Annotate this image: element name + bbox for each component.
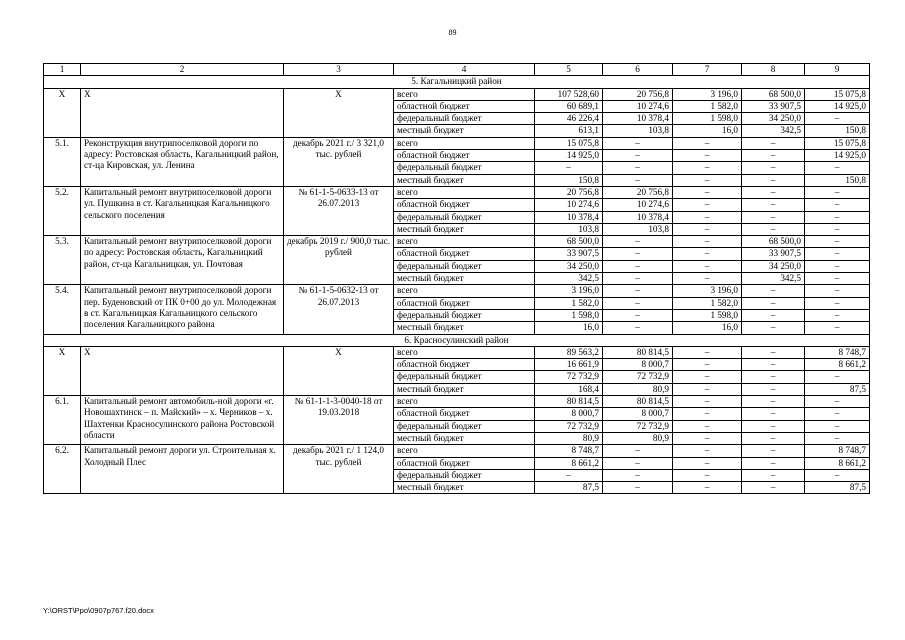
amount-cell: 72 732,9 xyxy=(535,420,603,432)
table-row xyxy=(44,88,870,100)
item-document: № 61-1-5-0633-13 от 26.07.2013 xyxy=(284,186,394,235)
amount-cell: – xyxy=(742,432,805,444)
amount-cell: – xyxy=(805,371,870,383)
budget-source: областной бюджет xyxy=(394,297,535,309)
page-number: 89 xyxy=(448,28,457,37)
item-description: Х xyxy=(81,346,284,395)
budget-source: областной бюджет xyxy=(394,199,535,211)
budget-table xyxy=(43,63,870,494)
amount-cell: 10 378,4 xyxy=(603,211,673,223)
table-row xyxy=(44,445,870,457)
amount-cell: – xyxy=(673,273,742,285)
budget-source: всего xyxy=(394,137,535,149)
item-document: декабрь 2019 г./ 900,0 тыс. рублей xyxy=(284,236,394,285)
amount-cell: 15 075,8 xyxy=(535,137,603,149)
amount-cell: 68 500,0 xyxy=(742,236,805,248)
amount-cell: – xyxy=(673,236,742,248)
amount-cell: – xyxy=(603,309,673,321)
item-number: 5.4. xyxy=(44,285,81,334)
amount-cell: 107 528,60 xyxy=(535,88,603,100)
amount-cell: – xyxy=(603,248,673,260)
amount-cell: – xyxy=(742,469,805,481)
amount-cell: – xyxy=(742,322,805,334)
amount-cell: – xyxy=(673,359,742,371)
column-header: 4 xyxy=(394,64,535,76)
item-description: Капитальный ремонт внутрипоселковой дороги по адресу: Ростовская область, Кагальницкий район, ст-ца Кагальницкая, ул. Почтовая xyxy=(81,236,284,285)
amount-cell: 10 378,4 xyxy=(603,113,673,125)
amount-cell: – xyxy=(603,457,673,469)
item-number: 5.1. xyxy=(44,137,81,186)
amount-cell: 80 814,5 xyxy=(603,396,673,408)
amount-cell: – xyxy=(805,396,870,408)
column-header: 9 xyxy=(805,64,870,76)
budget-source: всего xyxy=(394,285,535,297)
amount-cell: 1 598,0 xyxy=(673,309,742,321)
amount-cell: – xyxy=(673,346,742,358)
item-number: Х xyxy=(44,346,81,395)
amount-cell: – xyxy=(805,162,870,174)
amount-cell: – xyxy=(805,199,870,211)
budget-source: федеральный бюджет xyxy=(394,260,535,272)
amount-cell: 20 756,8 xyxy=(603,88,673,100)
amount-cell: – xyxy=(805,186,870,198)
amount-cell: – xyxy=(673,469,742,481)
amount-cell: – xyxy=(742,457,805,469)
amount-cell: – xyxy=(603,162,673,174)
budget-source: областной бюджет xyxy=(394,359,535,371)
amount-cell: – xyxy=(742,346,805,358)
amount-cell: – xyxy=(805,285,870,297)
amount-cell: – xyxy=(673,174,742,186)
amount-cell: 103,8 xyxy=(603,223,673,235)
amount-cell: 8 661,2 xyxy=(805,457,870,469)
amount-cell: 3 196,0 xyxy=(673,285,742,297)
amount-cell: 72 732,9 xyxy=(603,371,673,383)
budget-source: местный бюджет xyxy=(394,125,535,137)
item-document: декабрь 2021 г./ 3 321,0 тыс. рублей xyxy=(284,137,394,186)
column-header: 7 xyxy=(673,64,742,76)
amount-cell: 14 925,0 xyxy=(535,150,603,162)
amount-cell: – xyxy=(805,408,870,420)
amount-cell: – xyxy=(603,285,673,297)
amount-cell: – xyxy=(742,186,805,198)
amount-cell: 80,9 xyxy=(603,432,673,444)
table-row xyxy=(44,396,870,408)
amount-cell: 342,5 xyxy=(742,273,805,285)
amount-cell: 87,5 xyxy=(805,482,870,494)
budget-source: всего xyxy=(394,88,535,100)
amount-cell: – xyxy=(805,273,870,285)
amount-cell: – xyxy=(742,199,805,211)
amount-cell: 10 274,6 xyxy=(535,199,603,211)
item-number: Х xyxy=(44,88,81,137)
item-document: Х xyxy=(284,346,394,395)
budget-source: местный бюджет xyxy=(394,322,535,334)
amount-cell: – xyxy=(805,297,870,309)
budget-source: всего xyxy=(394,186,535,198)
file-path-footer: Y:\ORST\Ppo\0907p767.f20.docx xyxy=(43,606,154,615)
amount-cell: 1 598,0 xyxy=(673,113,742,125)
budget-source: всего xyxy=(394,346,535,358)
amount-cell: 34 250,0 xyxy=(742,113,805,125)
amount-cell: – xyxy=(805,248,870,260)
amount-cell: – xyxy=(742,285,805,297)
amount-cell: 8 661,2 xyxy=(535,457,603,469)
table-row xyxy=(44,236,870,248)
amount-cell: – xyxy=(742,211,805,223)
amount-cell: 150,8 xyxy=(535,174,603,186)
amount-cell: – xyxy=(805,432,870,444)
amount-cell: – xyxy=(603,273,673,285)
budget-source: местный бюджет xyxy=(394,174,535,186)
budget-source: всего xyxy=(394,236,535,248)
column-header: 8 xyxy=(742,64,805,76)
budget-source: местный бюджет xyxy=(394,432,535,444)
amount-cell: 16,0 xyxy=(673,322,742,334)
item-number: 6.2. xyxy=(44,445,81,494)
amount-cell: – xyxy=(742,396,805,408)
amount-cell: 1 582,0 xyxy=(673,297,742,309)
amount-cell: 15 075,8 xyxy=(805,88,870,100)
amount-cell: – xyxy=(603,260,673,272)
amount-cell: 87,5 xyxy=(535,482,603,494)
amount-cell: – xyxy=(673,457,742,469)
item-document: Х xyxy=(284,88,394,137)
budget-source: местный бюджет xyxy=(394,273,535,285)
amount-cell: 3 196,0 xyxy=(673,88,742,100)
amount-cell: – xyxy=(603,445,673,457)
amount-cell: 103,8 xyxy=(603,125,673,137)
budget-source: федеральный бюджет xyxy=(394,309,535,321)
item-document: № 61-1-5-0632-13 от 26.07.2013 xyxy=(284,285,394,334)
amount-cell: – xyxy=(535,469,603,481)
budget-source: федеральный бюджет xyxy=(394,469,535,481)
budget-source: областной бюджет xyxy=(394,150,535,162)
amount-cell: 60 689,1 xyxy=(535,100,603,112)
amount-cell: – xyxy=(603,297,673,309)
budget-source: местный бюджет xyxy=(394,223,535,235)
amount-cell: – xyxy=(805,260,870,272)
table-row xyxy=(44,186,870,198)
budget-source: областной бюджет xyxy=(394,100,535,112)
amount-cell: – xyxy=(742,445,805,457)
amount-cell: 16 661,9 xyxy=(535,359,603,371)
amount-cell: – xyxy=(673,396,742,408)
section-title: 5. Кагальницкий район xyxy=(44,76,870,88)
amount-cell: – xyxy=(742,371,805,383)
amount-cell: 10 274,6 xyxy=(603,199,673,211)
amount-cell: – xyxy=(535,162,603,174)
amount-cell: 10 274,6 xyxy=(603,100,673,112)
amount-cell: 46 226,4 xyxy=(535,113,603,125)
amount-cell: – xyxy=(603,322,673,334)
budget-source: областной бюджет xyxy=(394,457,535,469)
amount-cell: – xyxy=(805,113,870,125)
budget-source: федеральный бюджет xyxy=(394,420,535,432)
amount-cell: 16,0 xyxy=(673,125,742,137)
item-description: Капитальный ремонт внутрипоселковой дороги пер. Буденовский от ПК 0+00 до ул. Молодежная в ст. Кагальницкая Кагальницкого сельского поселения Кагальницкого района xyxy=(81,285,284,334)
amount-cell: – xyxy=(673,199,742,211)
amount-cell: – xyxy=(673,223,742,235)
amount-cell: 8 748,7 xyxy=(535,445,603,457)
amount-cell: – xyxy=(673,137,742,149)
amount-cell: 10 378,4 xyxy=(535,211,603,223)
amount-cell: 80 814,5 xyxy=(603,346,673,358)
amount-cell: 20 756,8 xyxy=(535,186,603,198)
table-header-row xyxy=(44,64,870,76)
amount-cell: – xyxy=(742,297,805,309)
amount-cell: 34 250,0 xyxy=(742,260,805,272)
column-header: 5 xyxy=(535,64,603,76)
amount-cell: 613,1 xyxy=(535,125,603,137)
amount-cell: – xyxy=(673,383,742,395)
amount-cell: 80 814,5 xyxy=(535,396,603,408)
amount-cell: 150,8 xyxy=(805,125,870,137)
amount-cell: – xyxy=(673,162,742,174)
amount-cell: 72 732,9 xyxy=(535,371,603,383)
amount-cell: – xyxy=(603,469,673,481)
column-header: 2 xyxy=(81,64,284,76)
amount-cell: 8 000,7 xyxy=(603,408,673,420)
budget-source: федеральный бюджет xyxy=(394,211,535,223)
amount-cell: – xyxy=(603,174,673,186)
amount-cell: – xyxy=(742,309,805,321)
table-row xyxy=(44,346,870,358)
item-description: Х xyxy=(81,88,284,137)
column-header: 1 xyxy=(44,64,81,76)
budget-source: всего xyxy=(394,396,535,408)
amount-cell: 34 250,0 xyxy=(535,260,603,272)
amount-cell: – xyxy=(742,408,805,420)
budget-source: федеральный бюджет xyxy=(394,162,535,174)
amount-cell: 14 925,0 xyxy=(805,100,870,112)
amount-cell: – xyxy=(603,236,673,248)
amount-cell: 150,8 xyxy=(805,174,870,186)
section-title-row xyxy=(44,334,870,346)
amount-cell: – xyxy=(673,445,742,457)
amount-cell: – xyxy=(805,309,870,321)
item-description: Реконструкция внутрипоселковой дороги по адресу: Ростовская область, Кагальницкий район, ст-ца Кировская, ул. Ленина xyxy=(81,137,284,186)
amount-cell: 33 907,5 xyxy=(742,248,805,260)
budget-source: областной бюджет xyxy=(394,248,535,260)
amount-cell: – xyxy=(742,482,805,494)
amount-cell: 8 748,7 xyxy=(805,346,870,358)
amount-cell: 8 000,7 xyxy=(535,408,603,420)
amount-cell: – xyxy=(742,174,805,186)
amount-cell: – xyxy=(805,211,870,223)
amount-cell: 3 196,0 xyxy=(535,285,603,297)
amount-cell: – xyxy=(673,150,742,162)
item-number: 6.1. xyxy=(44,396,81,445)
amount-cell: 33 907,5 xyxy=(742,100,805,112)
budget-source: областной бюджет xyxy=(394,408,535,420)
amount-cell: – xyxy=(673,260,742,272)
amount-cell: – xyxy=(673,432,742,444)
amount-cell: – xyxy=(742,150,805,162)
amount-cell: 68 500,0 xyxy=(535,236,603,248)
amount-cell: – xyxy=(673,211,742,223)
amount-cell: – xyxy=(673,420,742,432)
item-description: Капитальный ремонт автомобиль-ной дороги «г. Новошахтинск – п. Майский» – х. Черников – х. Шахтенки Красносулинского района Ростовской области xyxy=(81,396,284,445)
budget-source: местный бюджет xyxy=(394,383,535,395)
amount-cell: – xyxy=(742,359,805,371)
column-header: 3 xyxy=(284,64,394,76)
amount-cell: 33 907,5 xyxy=(535,248,603,260)
amount-cell: 8 000,7 xyxy=(603,359,673,371)
budget-source: федеральный бюджет xyxy=(394,113,535,125)
amount-cell: 15 075,8 xyxy=(805,137,870,149)
column-header: 6 xyxy=(603,64,673,76)
amount-cell: 72 732,9 xyxy=(603,420,673,432)
amount-cell: – xyxy=(805,420,870,432)
amount-cell: 80,9 xyxy=(535,432,603,444)
amount-cell: 87,5 xyxy=(805,383,870,395)
amount-cell: 8 661,2 xyxy=(805,359,870,371)
item-description: Капитальный ремонт дороги ул. Строительная х. Холодный Плес xyxy=(81,445,284,494)
budget-source: местный бюджет xyxy=(394,482,535,494)
amount-cell: – xyxy=(673,371,742,383)
amount-cell: – xyxy=(603,137,673,149)
amount-cell: – xyxy=(742,162,805,174)
amount-cell: – xyxy=(805,469,870,481)
amount-cell: 8 748,7 xyxy=(805,445,870,457)
item-description: Капитальный ремонт внутрипоселковой дороги ул. Пушкина в ст. Кагальницкая Кагальницкого сельского поселения xyxy=(81,186,284,235)
amount-cell: – xyxy=(603,482,673,494)
amount-cell: – xyxy=(805,322,870,334)
item-document: № 61-1-1-3-0040-18 от 19.03.2018 xyxy=(284,396,394,445)
item-number: 5.2. xyxy=(44,186,81,235)
budget-source: федеральный бюджет xyxy=(394,371,535,383)
section-title: 6. Красносулинский район xyxy=(44,334,870,346)
amount-cell: – xyxy=(673,248,742,260)
amount-cell: – xyxy=(742,383,805,395)
amount-cell: – xyxy=(673,186,742,198)
amount-cell: 342,5 xyxy=(742,125,805,137)
amount-cell: 342,5 xyxy=(535,273,603,285)
table-row xyxy=(44,137,870,149)
amount-cell: 89 563,2 xyxy=(535,346,603,358)
amount-cell: 20 756,8 xyxy=(603,186,673,198)
amount-cell: – xyxy=(805,223,870,235)
amount-cell: 1 582,0 xyxy=(673,100,742,112)
table-row xyxy=(44,285,870,297)
item-number: 5.3. xyxy=(44,236,81,285)
amount-cell: – xyxy=(673,408,742,420)
amount-cell: – xyxy=(742,137,805,149)
amount-cell: – xyxy=(805,236,870,248)
amount-cell: – xyxy=(603,150,673,162)
amount-cell: 1 582,0 xyxy=(535,297,603,309)
amount-cell: 1 598,0 xyxy=(535,309,603,321)
section-title-row xyxy=(44,76,870,88)
amount-cell: – xyxy=(742,420,805,432)
budget-source: всего xyxy=(394,445,535,457)
item-document: декабрь 2021 г./ 1 124,0 тыс. рублей xyxy=(284,445,394,494)
amount-cell: – xyxy=(742,223,805,235)
amount-cell: 68 500,0 xyxy=(742,88,805,100)
amount-cell: 103,8 xyxy=(535,223,603,235)
amount-cell: 80,9 xyxy=(603,383,673,395)
amount-cell: 16,0 xyxy=(535,322,603,334)
amount-cell: 14 925,0 xyxy=(805,150,870,162)
amount-cell: – xyxy=(673,482,742,494)
amount-cell: 168,4 xyxy=(535,383,603,395)
